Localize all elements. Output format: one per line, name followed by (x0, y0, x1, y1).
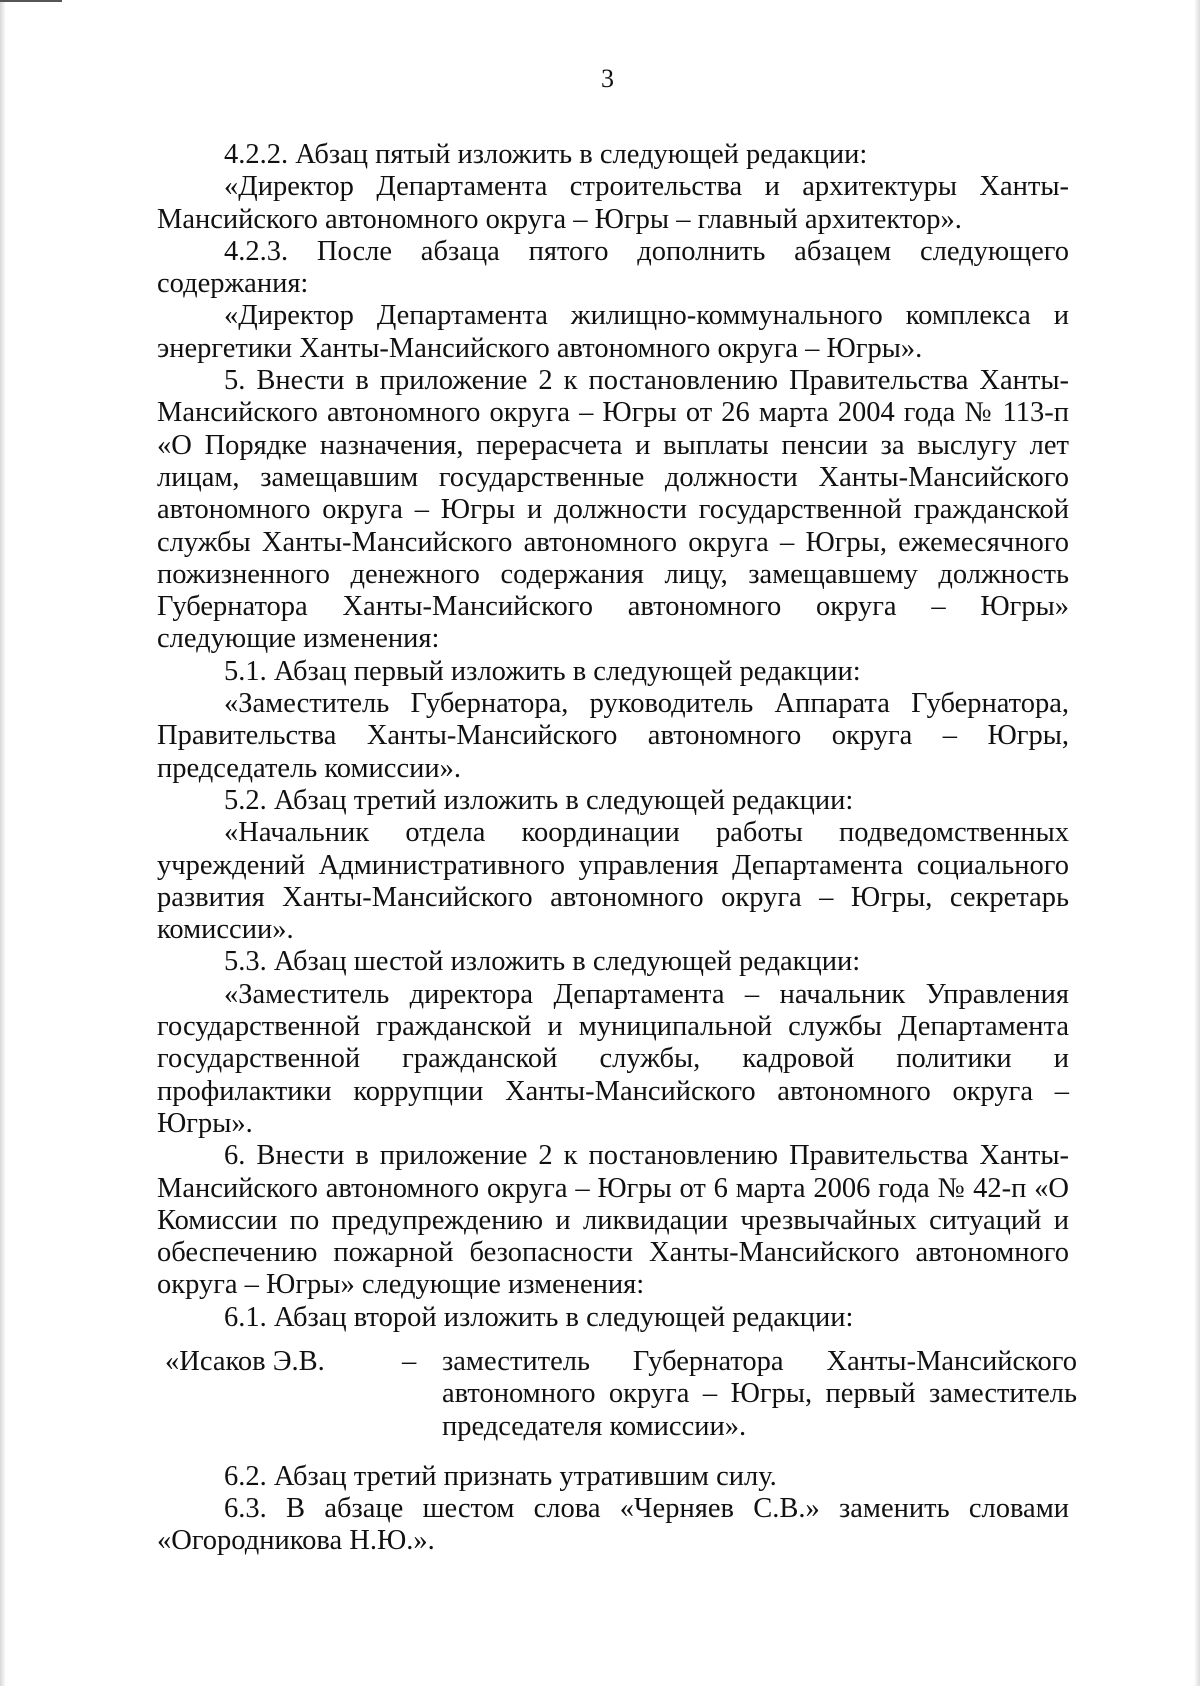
commission-member-row (157, 1346, 1077, 1443)
scan-edge-top (0, 0, 62, 2)
paragraph-6-2: 6.2. Абзац третий признать утратившим силу. (224, 1460, 777, 1492)
paragraph-6: 6. Внести в приложение 2 к постановлению Правительства Ханты-Мансийского автономного округа – Югры от 6 марта 2006 года № 42-п «О Комиссии по предупреждению и ликвидации чрезвычайных ситуаций и обеспечению пожарной безопасности Ханты-Мансийского автономного округа – Югры» следующие изменения: (157, 1140, 1069, 1301)
paragraph-5-2: 5.2. Абзац третий изложить в следующей редакции: (224, 784, 854, 816)
paragraph-4-2-3: 4.2.3. После абзаца пятого дополнить абзацем следующего содержания: (157, 235, 1069, 300)
paragraph-6-3: 6.3. В абзаце шестом слова «Черняев С.В.» заменить словами «Огородникова Н.Ю.». (157, 1493, 1069, 1557)
document-body (157, 139, 1077, 1558)
paragraph-5: 5. Внести в приложение 2 к постановлению Правительства Ханты-Мансийского автономного округа – Югры от 26 марта 2004 года № 113-п «О Порядке назначения, перерасчета и выплаты пенсии за выслугу лет лицам, замещавшим государственные должности Ханты-Мансийского автономного округа – Югры и должности государственной гражданской службы Ханты-Мансийского автономного округа – Югры, ежемесячного пожизненного денежного содержания лицу, замещавшему должность Губернатора Ханты-Мансийского автономного округа – Югры» следующие изменения: (157, 365, 1069, 655)
paragraph-quote-deputy-director: «Заместитель директора Департамента – начальник Управления государственной гражданской и муниципальной службы Департамента государственной гражданской службы, кадровой политики и профилактики коррупции Ханты-Мансийского автономного округа – Югры». (157, 978, 1069, 1139)
paragraph-quote-architect: «Директор Департамента строительства и архитектуры Ханты-Мансийского автономного округа – Югры – главный архитектор». (157, 171, 1069, 235)
paragraph-5-1: 5.1. Абзац первый изложить в следующей редакции: (224, 655, 861, 687)
paragraph-quote-department-head: «Начальник отдела координации работы подведомственных учреждений Административного управления Департамента социального развития Ханты-Мансийского автономного округа – Югры, секретарь комиссии». (157, 817, 1069, 946)
member-dash: – (402, 1345, 417, 1377)
paragraph-quote-housing: «Директор Департамента жилищно-коммунального комплекса и энергетики Ханты-Мансийского автономного округа – Югры». (157, 300, 1069, 364)
member-name: «Исаков Э.В. (165, 1345, 325, 1377)
paragraph-4-2-2: 4.2.2. Абзац пятый изложить в следующей редакции: (224, 139, 868, 170)
paragraph-6-1: 6.1. Абзац второй изложить в следующей редакции: (224, 1301, 854, 1333)
paragraph-quote-deputy-governor: «Заместитель Губернатора, руководитель Аппарата Губернатора, Правительства Ханты-Мансийского автономного округа – Югры, председатель комиссии». (157, 688, 1069, 784)
scan-edge-left (0, 0, 6, 1686)
member-description: заместитель Губернатора Ханты-Мансийского автономного округа – Югры, первый заместитель председателя комиссии». (442, 1345, 1077, 1442)
scan-edge-right (1194, 0, 1200, 1686)
paragraph-5-3: 5.3. Абзац шестой изложить в следующей редакции: (224, 946, 861, 978)
page-number: 3 (601, 64, 614, 93)
